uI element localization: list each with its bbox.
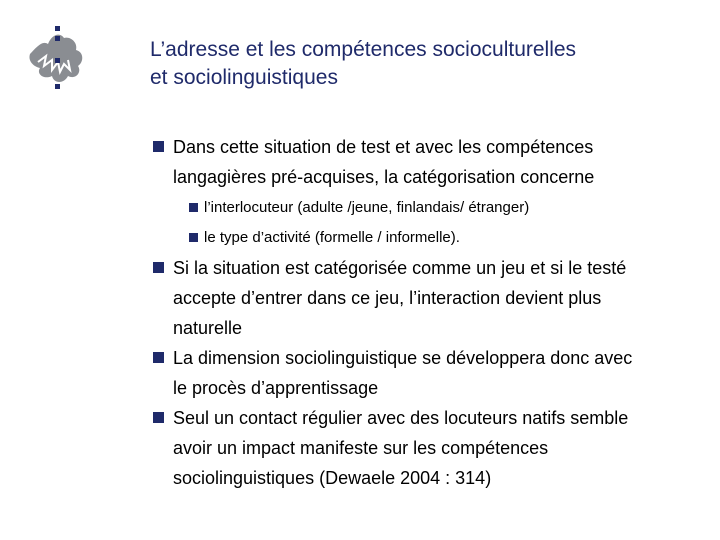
square-bullet-icon (153, 352, 164, 363)
university-helsinki-flame-logo-icon (22, 22, 88, 96)
bullet-text-line: Dans cette situation de test et avec les compétences (173, 137, 594, 157)
logo-dot-top (55, 26, 60, 31)
page-title (150, 36, 710, 92)
square-bullet-icon (189, 203, 198, 212)
bullet-text-line: le procès d’apprentissage (173, 378, 379, 398)
bullet-text-line: naturelle (173, 318, 243, 338)
bullet-text-line: langagières pré-acquises, la catégorisation concerne (173, 167, 595, 187)
square-bullet-icon (153, 141, 164, 152)
bullet-text-line: La dimension sociolinguistique se développera donc avec (173, 348, 633, 368)
square-bullet-icon (153, 412, 164, 423)
logo-dot-upper (55, 36, 60, 41)
title-line: L’adresse et les compétences socioculturelles (150, 38, 577, 61)
bullet-text-line: sociolinguistiques (Dewaele 2004 : 314) (173, 468, 492, 488)
sub-bullet-text-line: l’interlocuteur (adulte /jeune, finlandais/ étranger) (204, 199, 530, 216)
square-bullet-icon (189, 233, 198, 242)
square-bullet-icon (153, 262, 164, 273)
logo-dot-bottom (55, 84, 60, 89)
bullet-text-line: Seul un contact régulier avec des locuteurs natifs semble (173, 408, 629, 428)
logo-dot-middle (55, 58, 60, 63)
bullet-text-line: accepte d’entrer dans ce jeu, l’interaction devient plus (173, 288, 602, 308)
sub-bullet-text-line: le type d’activité (formelle / informelle). (204, 229, 460, 246)
bullet-text-line: avoir un impact manifeste sur les compétences (173, 438, 549, 458)
logo (22, 22, 88, 96)
bullet-text-line: Si la situation est catégorisée comme un jeu et si le testé (173, 258, 627, 278)
title-line: et sociolinguistiques (150, 66, 338, 89)
